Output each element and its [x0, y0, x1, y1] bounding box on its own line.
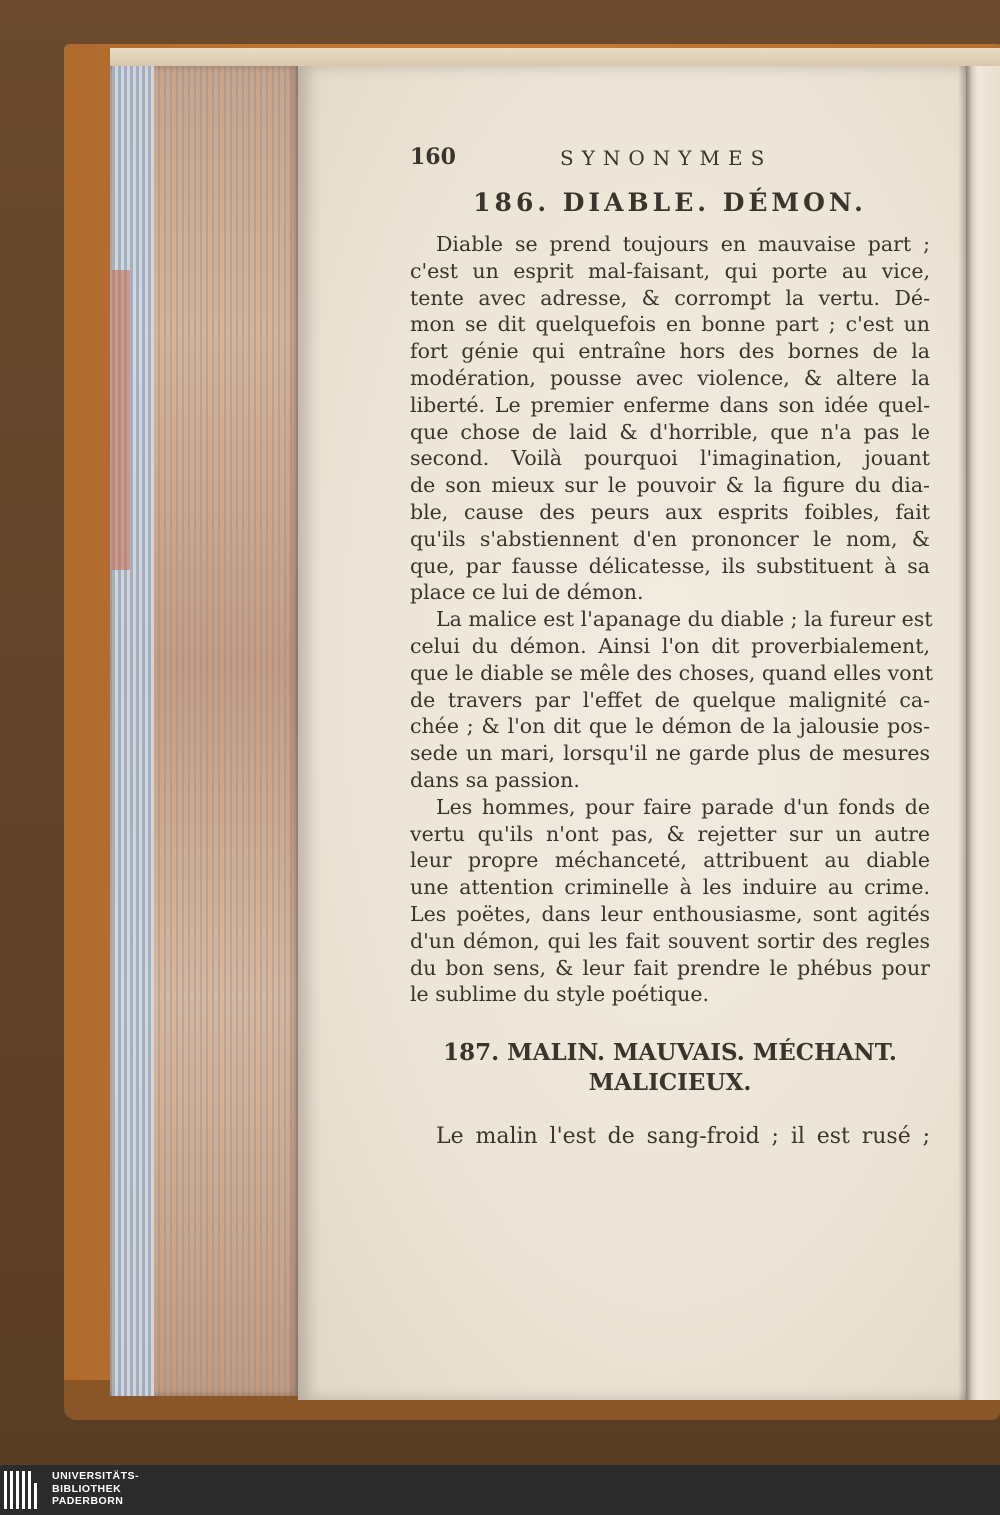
text-line: place ce lui de démon. [410, 580, 644, 605]
text-line: que, par fausse délicatesse, ils substituent à sa [410, 553, 930, 578]
text-line: qu'ils s'abstiennent d'en prononcer le nom, & [410, 526, 930, 551]
library-footer [0, 1465, 1000, 1515]
library-name-line: BIBLIOTHEK [52, 1482, 122, 1495]
text-line: que chose de laid & d'horrible, que n'a pas le [410, 419, 930, 444]
text-line: chée ; & l'on dit que le démon de la jalousie pos- [410, 714, 930, 739]
text-line: La malice est l'apanage du diable ; la fureur est [436, 607, 933, 632]
text-line: Diable se prend toujours en mauvaise part ; [436, 232, 930, 256]
text-line: vertu qu'ils n'ont pas, & rejetter sur un autre [410, 821, 930, 846]
library-name [52, 1470, 139, 1508]
text-line: second. Voilà pourquoi l'imagination, jouant [410, 446, 930, 471]
text-line: ble, cause des peurs aux esprits foibles, fait [410, 499, 930, 524]
page-number: 160 [410, 144, 456, 170]
text-line: fort génie qui entraîne hors des bornes de la [410, 339, 930, 364]
paragraph-2 [410, 606, 934, 794]
gutter-shadow [958, 66, 972, 1400]
text-line: liberté. Le premier enferme dans son idée quel- [410, 392, 930, 417]
text-line: d'un démon, qui les fait souvent sortir des regles [410, 928, 930, 953]
paragraph-3 [410, 794, 930, 1008]
running-title: SYNONYMES [560, 146, 773, 170]
text-line: Le malin l'est de sang-froid ; il est rusé ; [436, 1124, 930, 1150]
text-line: de son mieux sur le pouvoir & la figure du dia- [410, 473, 930, 498]
library-name-line: UNIVERSITÄTS- [52, 1470, 140, 1482]
text-line: sede un mari, lorsqu'il ne garde plus de mesures [410, 741, 930, 766]
text-line: de travers par l'effet de quelque malignité ca- [410, 687, 930, 712]
page-edge-strip [112, 66, 154, 1396]
page-edge-stain [112, 270, 130, 570]
text-line: Les poëtes, dans leur enthousiasme, sont agités [410, 901, 930, 926]
text-line: une attention criminelle à les induire au crime. [410, 875, 930, 900]
heading-line: 187. MALIN. MAUVAIS. MÉCHANT. [443, 1039, 897, 1067]
text-line: que le diable se mêle des choses, quand elles vont [410, 660, 934, 685]
running-head [410, 140, 930, 180]
page-text [410, 140, 934, 1151]
text-line: Les hommes, pour faire parade d'un fonds de [436, 794, 930, 819]
section-heading-186: 186. DIABLE. DÉMON. [473, 188, 867, 217]
text-line: leur propre méchanceté, attribuent au diable [410, 848, 930, 873]
paragraph-1 [410, 231, 930, 606]
text-line: du bon sens, & leur fait prendre le phébus pour [410, 955, 930, 980]
library-logo-icon [4, 1471, 44, 1509]
text-line: celui du démon. Ainsi l'on dit proverbialement, [410, 633, 930, 658]
text-line: dans sa passion. [410, 767, 580, 792]
library-name-line: PADERBORN [52, 1495, 124, 1507]
section-heading-187 [410, 1038, 930, 1098]
text-line: mon se dit quelquefois en bonne part ; c'est un [410, 312, 930, 337]
text-line: c'est un esprit mal-faisant, qui porte au vice, [410, 258, 930, 283]
text-line: tente avec adresse, & corrompt la vertu. Dé- [410, 285, 930, 310]
text-line: modération, pousse avec violence, & altere la [410, 365, 930, 390]
paragraph-4 [410, 1124, 930, 1151]
heading-line: MALICIEUX. [588, 1069, 752, 1097]
text-line: le sublime du style poétique. [410, 982, 710, 1007]
